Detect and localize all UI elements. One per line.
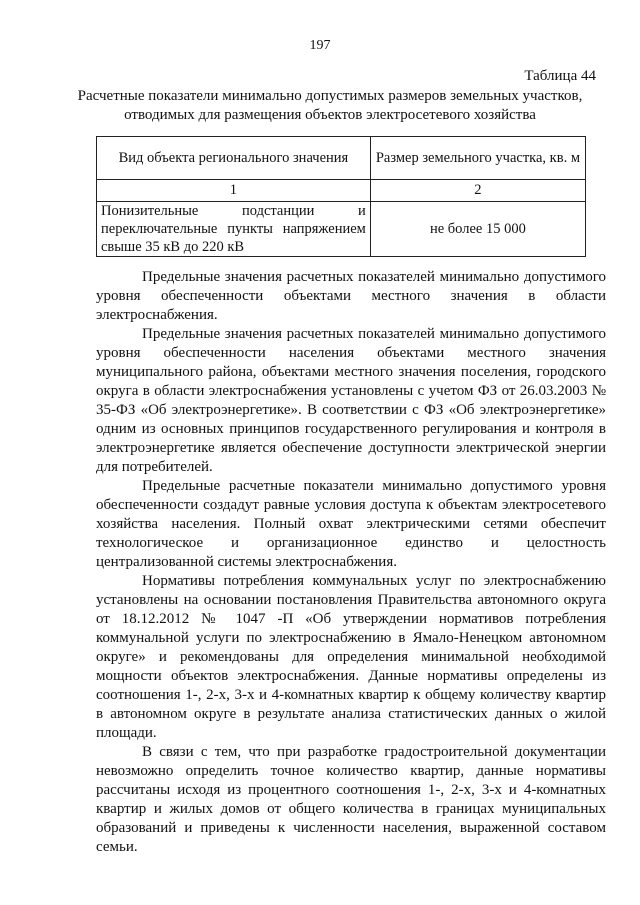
paragraph: Предельные значения расчетных показателей минимально допустимого уровня обеспеченности объектами местного значения в области электроснабжения. (96, 269, 606, 323)
data-table (96, 136, 586, 257)
table-header-land-size: Размер земельного участка, кв. м (370, 137, 585, 180)
table-cell-object: Понизительные подстанции и переключательные пункты напряжением свыше 35 кВ до 220 кВ (97, 202, 371, 257)
page-number: 197 (309, 38, 331, 53)
table-header-object-type: Вид объекта регионального значения (97, 137, 371, 180)
paragraph: Предельные значения расчетных показателей минимально допустимого уровня обеспеченности населения объектами местного значения муниципального района, объектами местного значения поселения, городского округа в области электроснабжения установлены с учетом ФЗ от 26.03.2003 № 35-ФЗ «Об электроэнергетике». В соответствии с ФЗ «Об электроэнергетике» одним из основных принципов государственного регулирования и контроля в электроэнергетике является обеспечение доступности электрической энергии для потребителей. (96, 326, 606, 475)
table-cell-size: не более 15 000 (370, 202, 585, 257)
table-title: Расчетные показатели минимально допустимых размеров земельных участков, отводимых для размещения объектов электросетевого хозяйства (77, 88, 583, 123)
table-header-row (97, 137, 586, 180)
paragraph: Предельные расчетные показатели минимально допустимого уровня обеспеченности создадут равные условия доступа к объектам электросетевого хозяйства населения. Полный охват электрическими сетями обеспечит технологическое и организационное единство и целостность централизованной системы электроснабжения. (96, 478, 606, 570)
table-label: Таблица 44 (524, 68, 596, 84)
table-column-number-row (97, 180, 586, 202)
body-text (96, 268, 606, 857)
table-row (97, 202, 586, 257)
paragraph: В связи с тем, что при разработке градостроительной документации невозможно определить точное количество квартир, данные нормативы рассчитаны исходя из процентного соотношения 1-, 2-х, 3-х и 4-комнатных квартир и жилых домов от общего количества в границах муниципальных образований и приведены к численности населения, выраженной составом семьи. (96, 744, 606, 855)
table-column-number: 1 (97, 180, 371, 202)
table-column-number: 2 (370, 180, 585, 202)
paragraph: Нормативы потребления коммунальных услуг по электроснабжению установлены на основании постановления Правительства автономного округа от 18.12.2012 № 1047 -П «Об утверждении нормативов потребления коммунальной услуги по электроснабжению в Ямало-Ненецком автономном округе» и рекомендованы для определения минимальной необходимой мощности объектов электроснабжения. Данные нормативы определены из соотношения 1-, 2-х, 3-х и 4-комнатных квартир к общему количеству квартир в автономном округе в результате анализа статистических данных о жилой площади. (96, 573, 606, 741)
